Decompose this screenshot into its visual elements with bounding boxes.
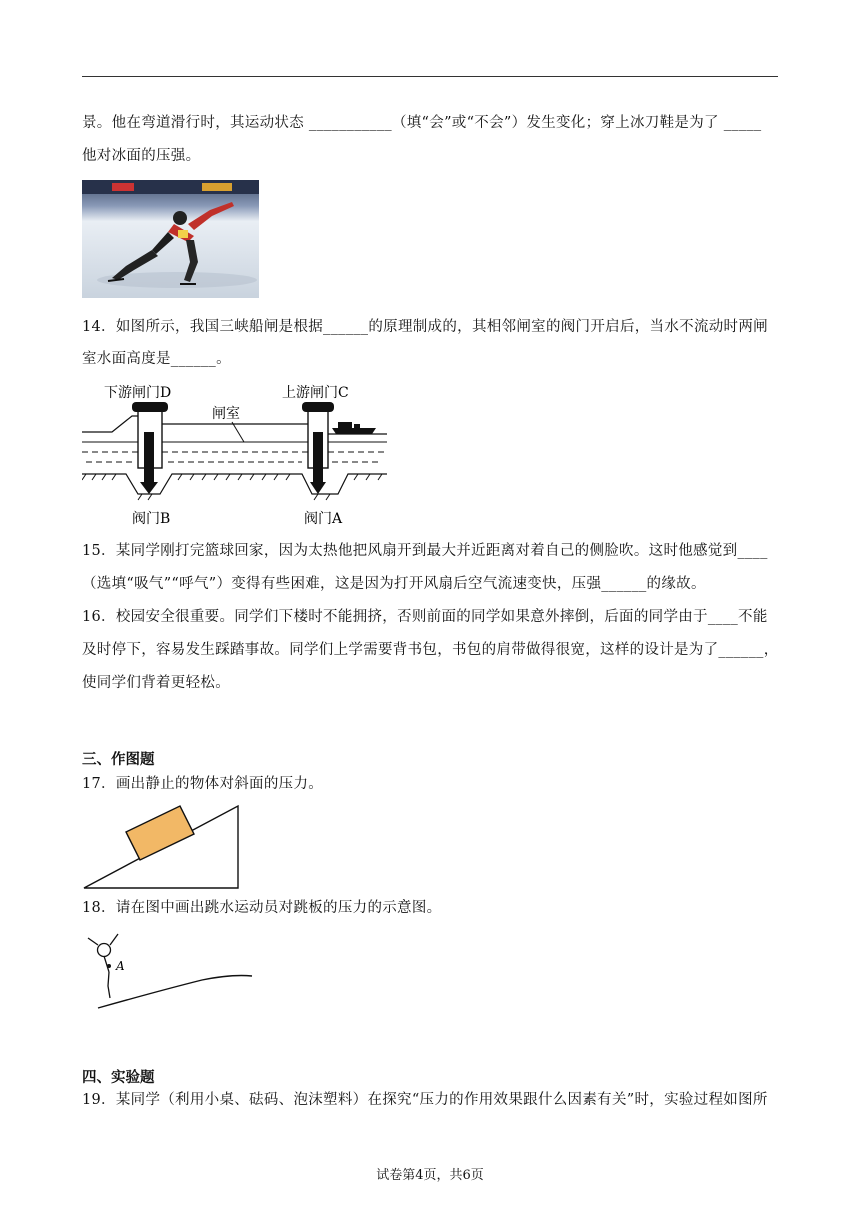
ship-lock-figure	[82, 376, 392, 528]
label-valve-b: 阀门B	[132, 511, 171, 527]
q14-line1: 14．如图所示，我国三峡船闸是根据______的原理制成的，其相邻闸室的阀门开启后，当水不流动时两闸	[82, 319, 768, 335]
page-footer: 试卷第4页，共6页	[376, 1168, 484, 1183]
q16-line2: 及时停下，容易发生踩踏事故。同学们上学需要背书包，书包的肩带做得很宽，这样的设计是为了______，	[82, 642, 779, 658]
incline-block-figure	[82, 804, 242, 890]
q13-line1: 景。他在弯道滑行时，其运动状态 ___________（填“会”或“不会”）发生变化；穿上冰刀鞋是为了 _____	[82, 115, 762, 131]
section-3-title: 三、作图题	[82, 752, 155, 768]
q14-line2: 室水面高度是______。	[82, 351, 231, 367]
q15-line1: 15．某同学刚打完篮球回家，因为太热他把风扇开到最大并近距离对着自己的侧脸吹。这时他感觉到____	[82, 543, 768, 559]
point-a-label: A	[116, 959, 125, 973]
header-rule	[82, 76, 778, 77]
q16-line1: 16．校园安全很重要。同学们下楼时不能拥挤，否则前面的同学如果意外摔倒，后面的同学由于____不能	[82, 609, 768, 625]
label-chamber: 闸室	[212, 406, 240, 422]
diver-springboard-figure	[82, 932, 256, 1012]
q19-text: 19．某同学（利用小桌、砝码、泡沫塑料）在探究“压力的作用效果跟什么因素有关”时，实验过程如图所	[82, 1092, 768, 1108]
label-valve-a: 阀门A	[304, 511, 343, 527]
section-4-title: 四、实验题	[82, 1070, 155, 1086]
q16-line3: 使同学们背着更轻松。	[82, 675, 230, 691]
label-gate-d: 下游闸门D	[104, 385, 172, 401]
label-gate-c: 上游闸门C	[282, 385, 349, 401]
q15-line2: （选填“吸气”“呼气”）变得有些困难，这是因为打开风扇后空气流速变快，压强______的缘故。	[82, 576, 706, 592]
speed-skater-photo	[82, 180, 259, 298]
q17-text: 17．画出静止的物体对斜面的压力。	[82, 776, 324, 792]
q18-text: 18．请在图中画出跳水运动员对跳板的压力的示意图。	[82, 900, 442, 916]
q13-line2: 他对冰面的压强。	[82, 148, 201, 164]
